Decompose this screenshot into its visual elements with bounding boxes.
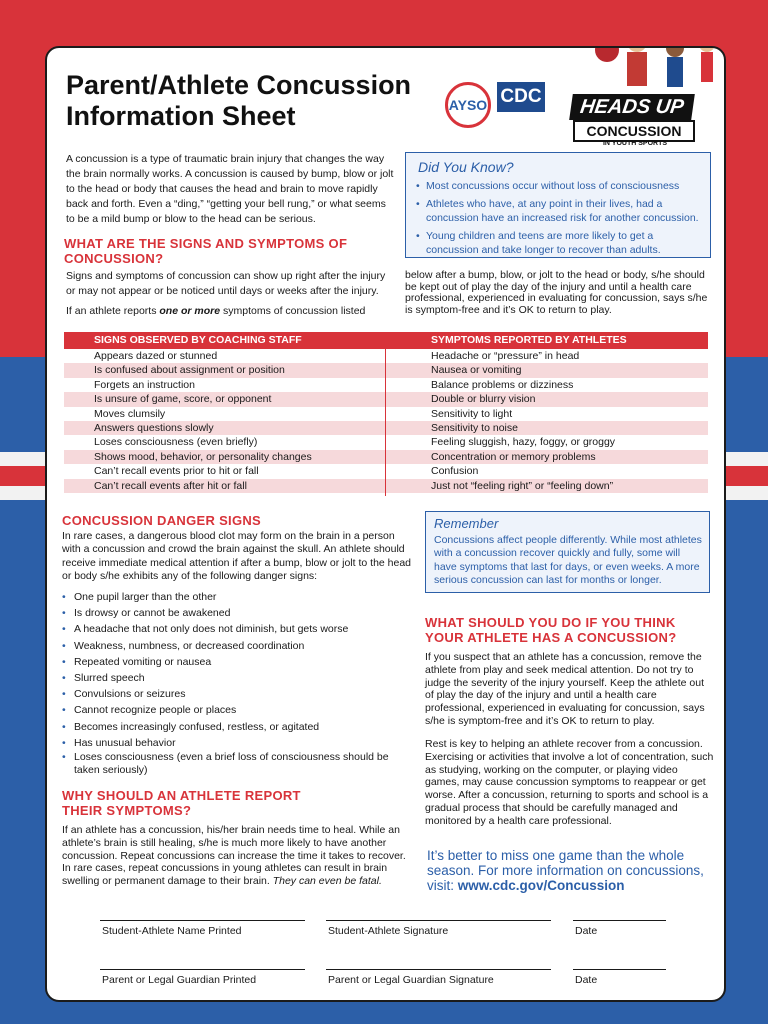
heads-up-logo <box>565 88 703 152</box>
table-row <box>64 349 708 363</box>
why-report-paragraph <box>62 824 412 888</box>
symptom-cell: Sensitivity to noise <box>431 422 518 434</box>
sign-cell: Moves clumsily <box>94 407 166 420</box>
signs-paragraph: Signs and symptoms of concussion can show up right after the injury or may not appear or be noticed until days or weeks after the injury. <box>66 270 386 297</box>
ayso-logo-text: AYSO <box>448 97 488 113</box>
student-name-label: Student-Athlete Name Printed <box>102 925 242 937</box>
sign-cell: Is unsure of game, score, or opponent <box>94 393 272 406</box>
danger-signs-paragraph: In rare cases, a dangerous blood clot may form on the brain in a person with a concussion and crowd the brain against the skull. An athlete should receive immediate medical attention if after a bump, blow or jolt to the head or body s/he exhibits any of the following danger signs: <box>62 530 412 582</box>
signs-heading: WHAT ARE THE SIGNS AND SYMPTOMS OF CONCUSSION? <box>64 236 348 266</box>
danger-sign-item: • Has unusual behavior <box>62 735 412 751</box>
table-row <box>64 378 708 392</box>
signs-para2-post: symptoms of concussion listed <box>220 305 366 317</box>
athletes-illustration <box>567 46 726 90</box>
signs-symptoms-table <box>64 332 708 497</box>
student-signature-line[interactable] <box>326 920 551 921</box>
danger-sign-item: • Weakness, numbness, or decreased coordination <box>62 638 412 654</box>
remember-box <box>425 511 710 593</box>
signs-paragraph-2 <box>66 304 396 319</box>
danger-sign-item: • Repeated vomiting or nausea <box>62 654 412 670</box>
did-you-know-item: • Most concussions occur without loss of consciousness <box>416 179 701 193</box>
symptom-cell: Feeling sluggish, hazy, foggy, or groggy <box>431 436 616 449</box>
why-report-text: If an athlete has a concussion, his/her brain needs time to heal. While an athlete’s brain is still healing, s/he is much more likely to have another concussion. Repeat concussions can increase the time it takes to recover. In rare cases, repeat concussions in young athletes can result in brain swelling or permanent damage to their brain. <box>62 824 406 888</box>
signs-para2-pre: If an athlete reports <box>66 305 160 317</box>
danger-sign-item: • One pupil larger than the other <box>62 589 412 605</box>
sign-cell: Is confused about assignment or position <box>94 364 285 377</box>
sign-cell: Can’t recall events after hit or fall <box>94 479 247 492</box>
what-to-do-heading: WHAT SHOULD YOU DO IF YOU THINK YOUR ATHLETE HAS A CONCUSSION? <box>425 615 677 645</box>
symptom-cell: Confusion <box>431 465 479 478</box>
ayso-logo <box>445 82 491 128</box>
symptom-cell: Concentration or memory problems <box>431 450 596 463</box>
danger-signs-list <box>62 589 412 777</box>
parent-signature-line[interactable] <box>326 969 551 970</box>
student-date-line[interactable] <box>573 920 666 921</box>
sign-cell: Can’t recall events prior to hit or fall <box>94 465 259 478</box>
symptom-cell: Headache or “pressure” in head <box>431 350 580 362</box>
parent-date-line[interactable] <box>573 969 666 970</box>
table-header-signs: SIGNS OBSERVED BY COACHING STAFF <box>94 334 302 346</box>
page-title: Parent/Athlete Concussion Information Sheet <box>66 70 412 131</box>
closing-message <box>427 848 717 893</box>
did-you-know-item: • Young children and teens are more likely to get a concussion and take longer to recover than adults. <box>416 229 701 257</box>
symptom-cell: Balance problems or dizziness <box>431 378 574 391</box>
table-row <box>64 392 708 406</box>
danger-sign-item: • Loses consciousness (even a brief loss of consciousness should be taken seriously) <box>62 751 412 777</box>
did-you-know-item: • Athletes who have, at any point in their lives, had a concussion have an increased risk for another concussion. <box>416 197 701 225</box>
danger-sign-item: • Convulsions or seizures <box>62 686 412 702</box>
danger-sign-item: • Is drowsy or cannot be awakened <box>62 605 412 621</box>
symptom-cell: Just not “feeling right” or “feeling down” <box>431 479 614 492</box>
parent-name-line[interactable] <box>100 969 305 970</box>
table-row <box>64 450 708 464</box>
table-header-symptoms: SYMPTOMS REPORTED BY ATHLETES <box>431 334 627 346</box>
table-row <box>64 363 708 377</box>
cdc-logo <box>497 82 545 112</box>
table-row <box>64 421 708 435</box>
parent-date-label: Date <box>575 974 598 986</box>
student-date-label: Date <box>575 925 598 937</box>
signs-para2-emphasis: one or more <box>159 305 221 317</box>
danger-signs-heading: CONCUSSION DANGER SIGNS <box>62 513 262 528</box>
remember-title: Remember <box>434 516 499 531</box>
student-name-line[interactable] <box>100 920 305 921</box>
student-signature-label: Student-Athlete Signature <box>328 925 449 937</box>
table-header <box>64 332 708 349</box>
table-row <box>64 464 708 478</box>
remember-body: Concussions affect people differently. While most athletes with a concussion recover quickly and fully, some will have symptoms that last for days, or even weeks. A more serious concussion can last for months or longer. <box>434 534 702 586</box>
table-row <box>64 407 708 421</box>
heads-up-title: HEADS UP <box>569 94 695 120</box>
intro-paragraph: A concussion is a type of traumatic brain injury that changes the way the brain normally works. A concussion is caused by bump, blow or jolt to the head or body that causes the head and brain to move rapidly back and forth. Even a “ding,” “getting your bell rung,” or what seems to be a mild bump or blow to the head can be serious. <box>66 153 394 225</box>
danger-sign-item: • Cannot recognize people or places <box>62 702 412 718</box>
danger-sign-item: • Becomes increasingly confused, restless, or agitated <box>62 719 412 735</box>
parent-name-label: Parent or Legal Guardian Printed <box>102 974 257 986</box>
danger-sign-item: • Slurred speech <box>62 670 412 686</box>
table-row <box>64 435 708 449</box>
why-report-emphasis: They can even be fatal. <box>272 875 382 888</box>
sign-cell: Appears dazed or stunned <box>94 350 218 362</box>
why-report-heading: WHY SHOULD AN ATHLETE REPORT THEIR SYMPTOMS? <box>62 788 301 818</box>
symptom-cell: Nausea or vomiting <box>431 364 522 377</box>
what-to-do-paragraph-2: Rest is key to helping an athlete recover from a concussion. Exercising or activities that involve a lot of concentration, such as studying, working on the computer, or playing video games, may cause concussion symptoms to reappear or get worse. After a concussion, returning to sports and school is a gradual process that should be carefully managed and monitored by a health care professional. <box>425 738 714 827</box>
sign-cell: Answers questions slowly <box>94 422 214 434</box>
did-you-know-title: Did You Know? <box>418 159 514 175</box>
symptom-cell: Double or blurry vision <box>431 393 536 406</box>
table-row <box>64 479 708 493</box>
sign-cell: Loses consciousness (even briefly) <box>94 436 258 449</box>
cdc-logo-text: CDC <box>500 86 542 107</box>
table-column-divider <box>385 349 386 496</box>
did-you-know-list <box>416 179 701 261</box>
danger-sign-item: • A headache that not only does not diminish, but gets worse <box>62 621 412 637</box>
symptom-cell: Sensitivity to light <box>431 407 513 420</box>
cdc-link[interactable]: www.cdc.gov/Concussion <box>457 878 625 893</box>
sign-cell: Forgets an instruction <box>94 378 195 391</box>
did-you-know-box <box>405 152 711 258</box>
closing-text: It’s better to miss one game than the whole season. For more information on concussions, visit: <box>427 848 704 893</box>
info-sheet-card <box>45 46 726 1002</box>
parent-signature-label: Parent or Legal Guardian Signature <box>328 974 494 986</box>
what-to-do-paragraph-1: If you suspect that an athlete has a concussion, remove the athlete from play and seek medical attention. Do not try to judge the severity of the injury yourself. Keep the athlete out of play the day of the injury and until a health care professional, experienced in evaluating for concussion, says s/he is symptom-free and it’s OK to return to play. <box>425 651 705 727</box>
sign-cell: Shows mood, behavior, or personality changes <box>94 450 312 463</box>
heads-up-subtitle: IN YOUTH SPORTS <box>602 140 668 147</box>
heads-up-concussion: CONCUSSION <box>573 120 695 142</box>
signs-paragraph-continued: below after a bump, blow, or jolt to the head or body, s/he should be kept out of play the day of the injury and until a health care professional, experienced in evaluating for concussion, says s/he is symptom-free and it’s OK to return to play. <box>405 269 708 316</box>
